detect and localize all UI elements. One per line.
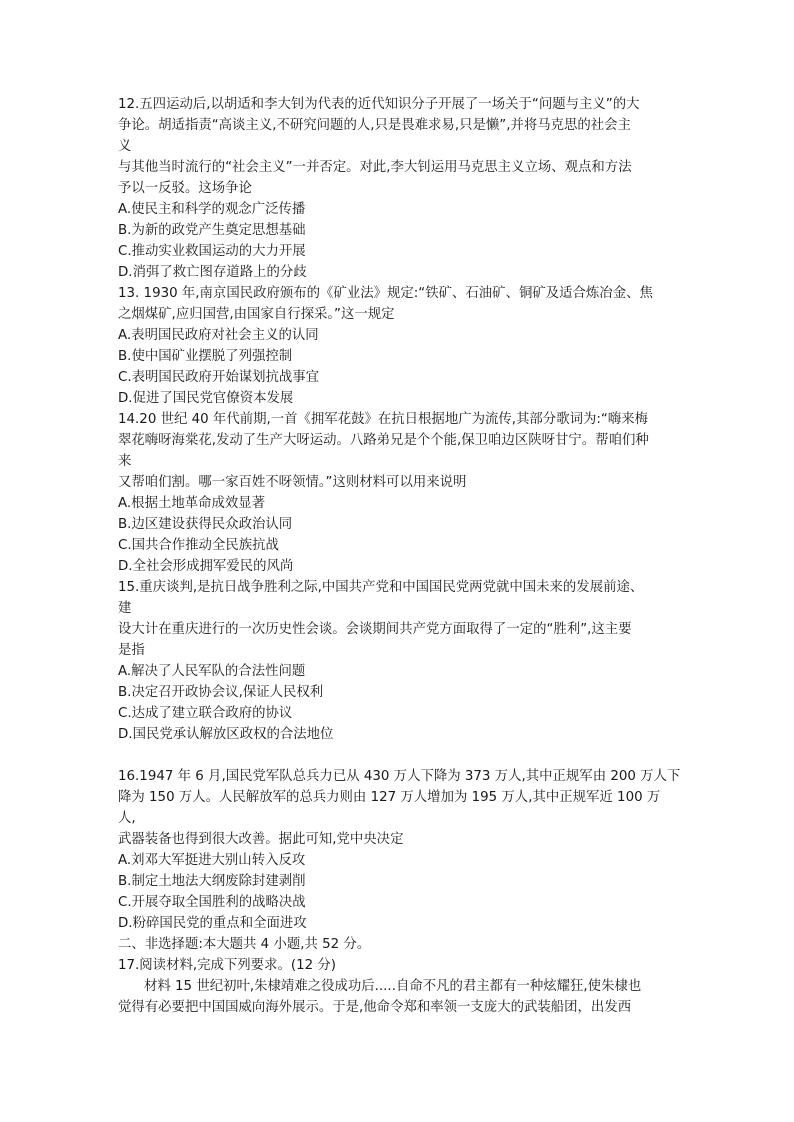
option-a: A.使民主和科学的观念广泛传播 (118, 202, 306, 217)
option-c: C.开展夺取全国胜利的战略决战 (118, 895, 306, 910)
option-c: C.推动实业救国运动的大力开展 (118, 244, 306, 259)
option-d: D.粉碎国民党的重点和全面进攻 (118, 916, 307, 931)
question-stem-line: 来 (118, 454, 132, 469)
question-stem-line: 设大计在重庆进行的一次历史性会谈。会谈期间共产党方面取得了一定的“胜利”,这主要 (118, 622, 632, 637)
question-stem-line: 与其他当时流行的“社会主义”一并否定。对此,李大钊运用马克思主义立场、观点和方法 (118, 160, 632, 175)
option-d: D.促进了国民党官僚资本发展 (118, 391, 294, 406)
question-stem-line: 建 (118, 601, 132, 616)
option-b: B.决定召开政协会议,保证人民权利 (118, 685, 324, 700)
section-2 (118, 934, 688, 1018)
question-stem-line: 又帮咱们割。哪一家百姓不呀领情。”这则材料可以用来说明 (118, 475, 467, 490)
option-a: A.表明国民政府对社会主义的认同 (118, 328, 319, 343)
option-d: D.全社会形成拥军爱民的风尚 (118, 559, 294, 574)
exam-content (118, 94, 688, 1018)
option-b: B.边区建设获得民众政治认同 (118, 517, 293, 532)
option-b: B.使中国矿业摆脱了列强控制 (118, 349, 293, 364)
question-stem-line: 翠花嗨呀海棠花,发动了生产大呀运动。八路弟兄是个个能,保卫咱边区陕呀甘宁。帮咱们种 (118, 433, 649, 448)
question-14 (118, 409, 688, 577)
question-stem-line: 14.20 世纪 40 年代前期,一首《拥军花鼓》在抗日根据地广为流传,其部分歌词为:“嗨来梅 (118, 412, 648, 427)
section-heading: 二、非选择题:本大题共 4 小题,共 52 分。 (118, 937, 371, 952)
question-12 (118, 94, 688, 283)
question-stem-line: 13. 1930 年,南京国民政府颁布的《矿业法》规定:“铁矿、石油矿、铜矿及适合炼冶金、焦 (118, 286, 653, 301)
question-15 (118, 577, 688, 745)
blank-line (118, 745, 688, 766)
question-stem-line: 15.重庆谈判,是抗日战争胜利之际,中国共产党和中国国民党两党就中国未来的发展前途、 (118, 580, 644, 595)
option-d: D.国民党承认解放区政权的合法地位 (118, 727, 334, 742)
question-stem-line: 降为 150 万人。人民解放军的总兵力则由 127 万人增加为 195 万人,其中正规军近 100 万 (118, 790, 661, 805)
option-a: A.解决了人民军队的合法性问题 (118, 664, 306, 679)
question-stem-line: 16.1947 年 6 月,国民党军队总兵力已从 430 万人下降为 373 万人,其中正规军由 200 万人下 (118, 769, 681, 784)
question-16 (118, 766, 688, 934)
option-b: B.为新的政党产生奠定思想基础 (118, 223, 306, 238)
question-stem-line: 争论。胡适指责“高谈主义,不研究问题的人,只是畏难求易,只是懒”,并将马克思的社会主 (118, 118, 631, 133)
option-b: B.制定土地法大纲废除封建剥削 (118, 874, 306, 889)
option-d: D.消弭了救亡图存道路上的分歧 (118, 265, 307, 280)
option-c: C.达成了建立联合政府的协议 (118, 706, 293, 721)
question-stem-line: 武器装备也得到很大改善。据此可知,党中央决定 (118, 832, 404, 847)
question-stem-line: 12.五四运动后,以胡适和李大钊为代表的近代知识分子开展了一场关于“问题与主义”的大 (118, 97, 640, 112)
option-c: C.国共合作推动全民族抗战 (118, 538, 279, 553)
question-17-title: 17.阅读材料,完成下列要求。(12 分) (118, 958, 336, 973)
question-stem-line: 之烟煤矿,应归国营,由国家自行探采。”这一规定 (118, 307, 395, 322)
material-line: 觉得有必要把中国国威向海外展示。于是,他命令郑和率领一支庞大的武装船团，出发西 (118, 1000, 632, 1015)
option-c: C.表明国民政府开始谋划抗战事宜 (118, 370, 320, 385)
question-13 (118, 283, 688, 409)
question-stem-line: 是指 (118, 643, 145, 658)
option-a: A.根据土地革命成效显著 (118, 496, 266, 511)
question-stem-line: 人, (118, 811, 136, 826)
option-a: A.刘邓大军挺进大别山转入反攻 (118, 853, 306, 868)
question-stem-line: 予以一反驳。这场争论 (118, 181, 252, 196)
material-line: 材料 15 世纪初叶,朱棣靖难之役成功后.....自命不凡的君主都有一种炫耀狂,使朱棣也 (144, 979, 642, 994)
question-stem-line: 义 (118, 139, 132, 154)
